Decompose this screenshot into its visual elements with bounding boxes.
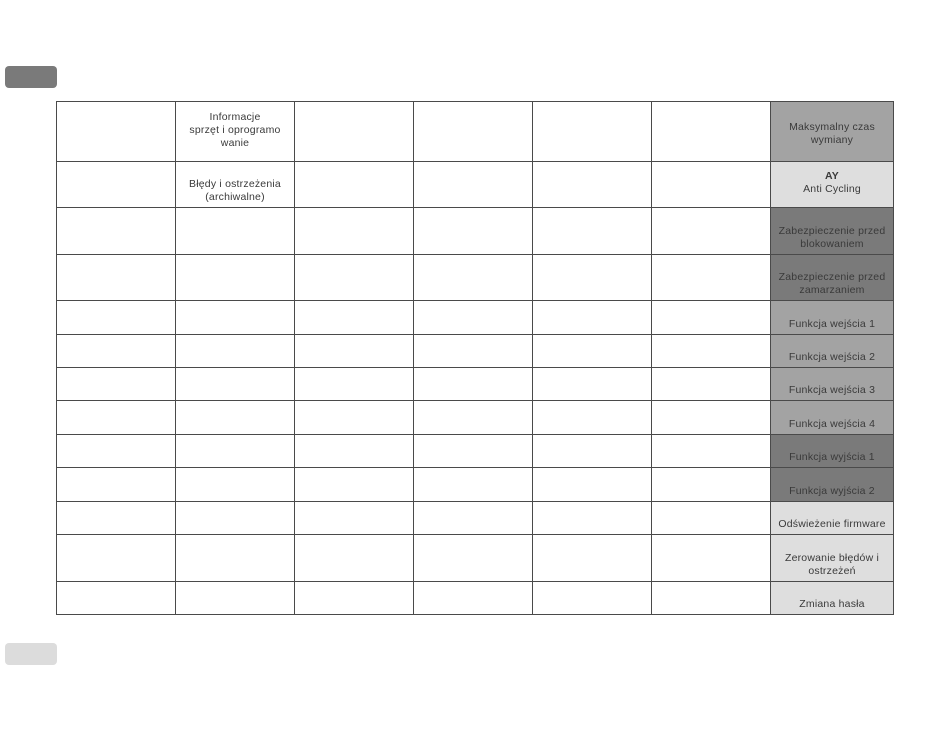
table-cell <box>652 301 771 335</box>
table-cell <box>176 335 295 368</box>
anti-cycling-code: AY <box>824 170 840 182</box>
table-cell <box>414 435 533 468</box>
table-cell <box>533 335 652 368</box>
table-cell <box>533 301 652 335</box>
menu-cell-anti-cycling: AY Anti Cycling <box>771 162 894 208</box>
table-cell <box>652 502 771 535</box>
table-cell <box>176 502 295 535</box>
menu-cell-firmware-refresh: Odświeżenie firmware <box>771 502 894 535</box>
table-cell <box>533 535 652 582</box>
table-cell <box>533 162 652 208</box>
table-cell <box>414 335 533 368</box>
table-cell <box>295 301 414 335</box>
table-cell <box>652 535 771 582</box>
table-cell <box>57 502 176 535</box>
table-cell <box>57 162 176 208</box>
table-row <box>57 582 894 615</box>
menu-cell-input-function-2: Funkcja wejścia 2 <box>771 335 894 368</box>
table-cell <box>414 208 533 255</box>
table-cell <box>414 102 533 162</box>
table-cell <box>176 208 295 255</box>
table-cell <box>533 368 652 401</box>
table-cell <box>652 435 771 468</box>
table-cell <box>57 368 176 401</box>
table-row <box>57 301 894 335</box>
menu-structure-table <box>56 101 894 615</box>
table-row <box>57 335 894 368</box>
table-cell <box>295 162 414 208</box>
menu-cell-output-function-1: Funkcja wyjścia 1 <box>771 435 894 468</box>
menu-cell-input-function-3: Funkcja wejścia 3 <box>771 368 894 401</box>
menu-cell-password-change: Zmiana hasła <box>771 582 894 615</box>
table-cell <box>533 401 652 435</box>
table-cell <box>295 368 414 401</box>
table-row <box>57 468 894 502</box>
section-tab-marker-bottom <box>5 643 57 665</box>
table-row <box>57 102 894 162</box>
table-row <box>57 162 894 208</box>
table-cell <box>414 535 533 582</box>
table-row <box>57 401 894 435</box>
table-cell <box>176 162 295 208</box>
table-cell <box>652 208 771 255</box>
section-tab-marker-top <box>5 66 57 88</box>
table-cell <box>295 208 414 255</box>
menu-cell-anti-freeze: Zabezpieczenie przed zamarzaniem <box>771 255 894 301</box>
table-cell <box>295 468 414 502</box>
table-cell <box>295 582 414 615</box>
cell-label-info-hw-sw: Informacje sprzęt i oprogramo wanie <box>189 110 281 149</box>
table-cell <box>533 255 652 301</box>
table-cell <box>295 102 414 162</box>
menu-cell-input-function-1: Funkcja wejścia 1 <box>771 301 894 335</box>
table-cell <box>414 502 533 535</box>
cell-label-errors-archive: Błędy i ostrzeżenia (archiwalne) <box>189 178 281 203</box>
table-cell <box>295 255 414 301</box>
table-cell <box>295 502 414 535</box>
table-cell <box>533 582 652 615</box>
table-cell <box>652 368 771 401</box>
table-cell <box>176 401 295 435</box>
table-row <box>57 535 894 582</box>
table-cell <box>652 335 771 368</box>
table-cell <box>414 301 533 335</box>
table-cell <box>176 102 295 162</box>
menu-cell-output-function-2: Funkcja wyjścia 2 <box>771 468 894 502</box>
table-cell <box>414 582 533 615</box>
table-cell <box>176 582 295 615</box>
table-cell <box>652 102 771 162</box>
table-cell <box>295 401 414 435</box>
table-cell <box>533 102 652 162</box>
table-cell <box>652 162 771 208</box>
table-cell <box>57 335 176 368</box>
table-row <box>57 502 894 535</box>
table-cell <box>414 401 533 435</box>
table-cell <box>652 468 771 502</box>
table-cell <box>295 335 414 368</box>
table-cell <box>176 535 295 582</box>
table-cell <box>414 162 533 208</box>
table-cell <box>176 468 295 502</box>
table-cell <box>295 435 414 468</box>
menu-cell-reset-errors: Zerowanie błędów i ostrzeżeń <box>771 535 894 582</box>
table-cell <box>176 368 295 401</box>
table-cell <box>57 208 176 255</box>
table-cell <box>57 301 176 335</box>
menu-cell-input-function-4: Funkcja wejścia 4 <box>771 401 894 435</box>
table-cell <box>652 255 771 301</box>
table-cell <box>533 435 652 468</box>
table-row <box>57 255 894 301</box>
menu-cell-anti-blocking: Zabezpieczenie przed blokowaniem <box>771 208 894 255</box>
table-cell <box>57 535 176 582</box>
table-cell <box>57 102 176 162</box>
table-cell <box>533 208 652 255</box>
table-cell <box>414 368 533 401</box>
table-cell <box>57 255 176 301</box>
table-cell <box>533 502 652 535</box>
table-cell <box>414 255 533 301</box>
table-cell <box>57 435 176 468</box>
table-cell <box>414 468 533 502</box>
table-row <box>57 368 894 401</box>
table-cell <box>652 401 771 435</box>
table-cell <box>533 468 652 502</box>
menu-cell-max-exchange-time: Maksymalny czas wymiany <box>771 102 894 162</box>
table-cell <box>57 468 176 502</box>
table-cell <box>57 582 176 615</box>
table-row <box>57 435 894 468</box>
table-cell <box>295 535 414 582</box>
table-cell <box>176 435 295 468</box>
table-cell <box>176 255 295 301</box>
table-row <box>57 208 894 255</box>
table-cell <box>176 301 295 335</box>
table-cell <box>652 582 771 615</box>
table-cell <box>57 401 176 435</box>
